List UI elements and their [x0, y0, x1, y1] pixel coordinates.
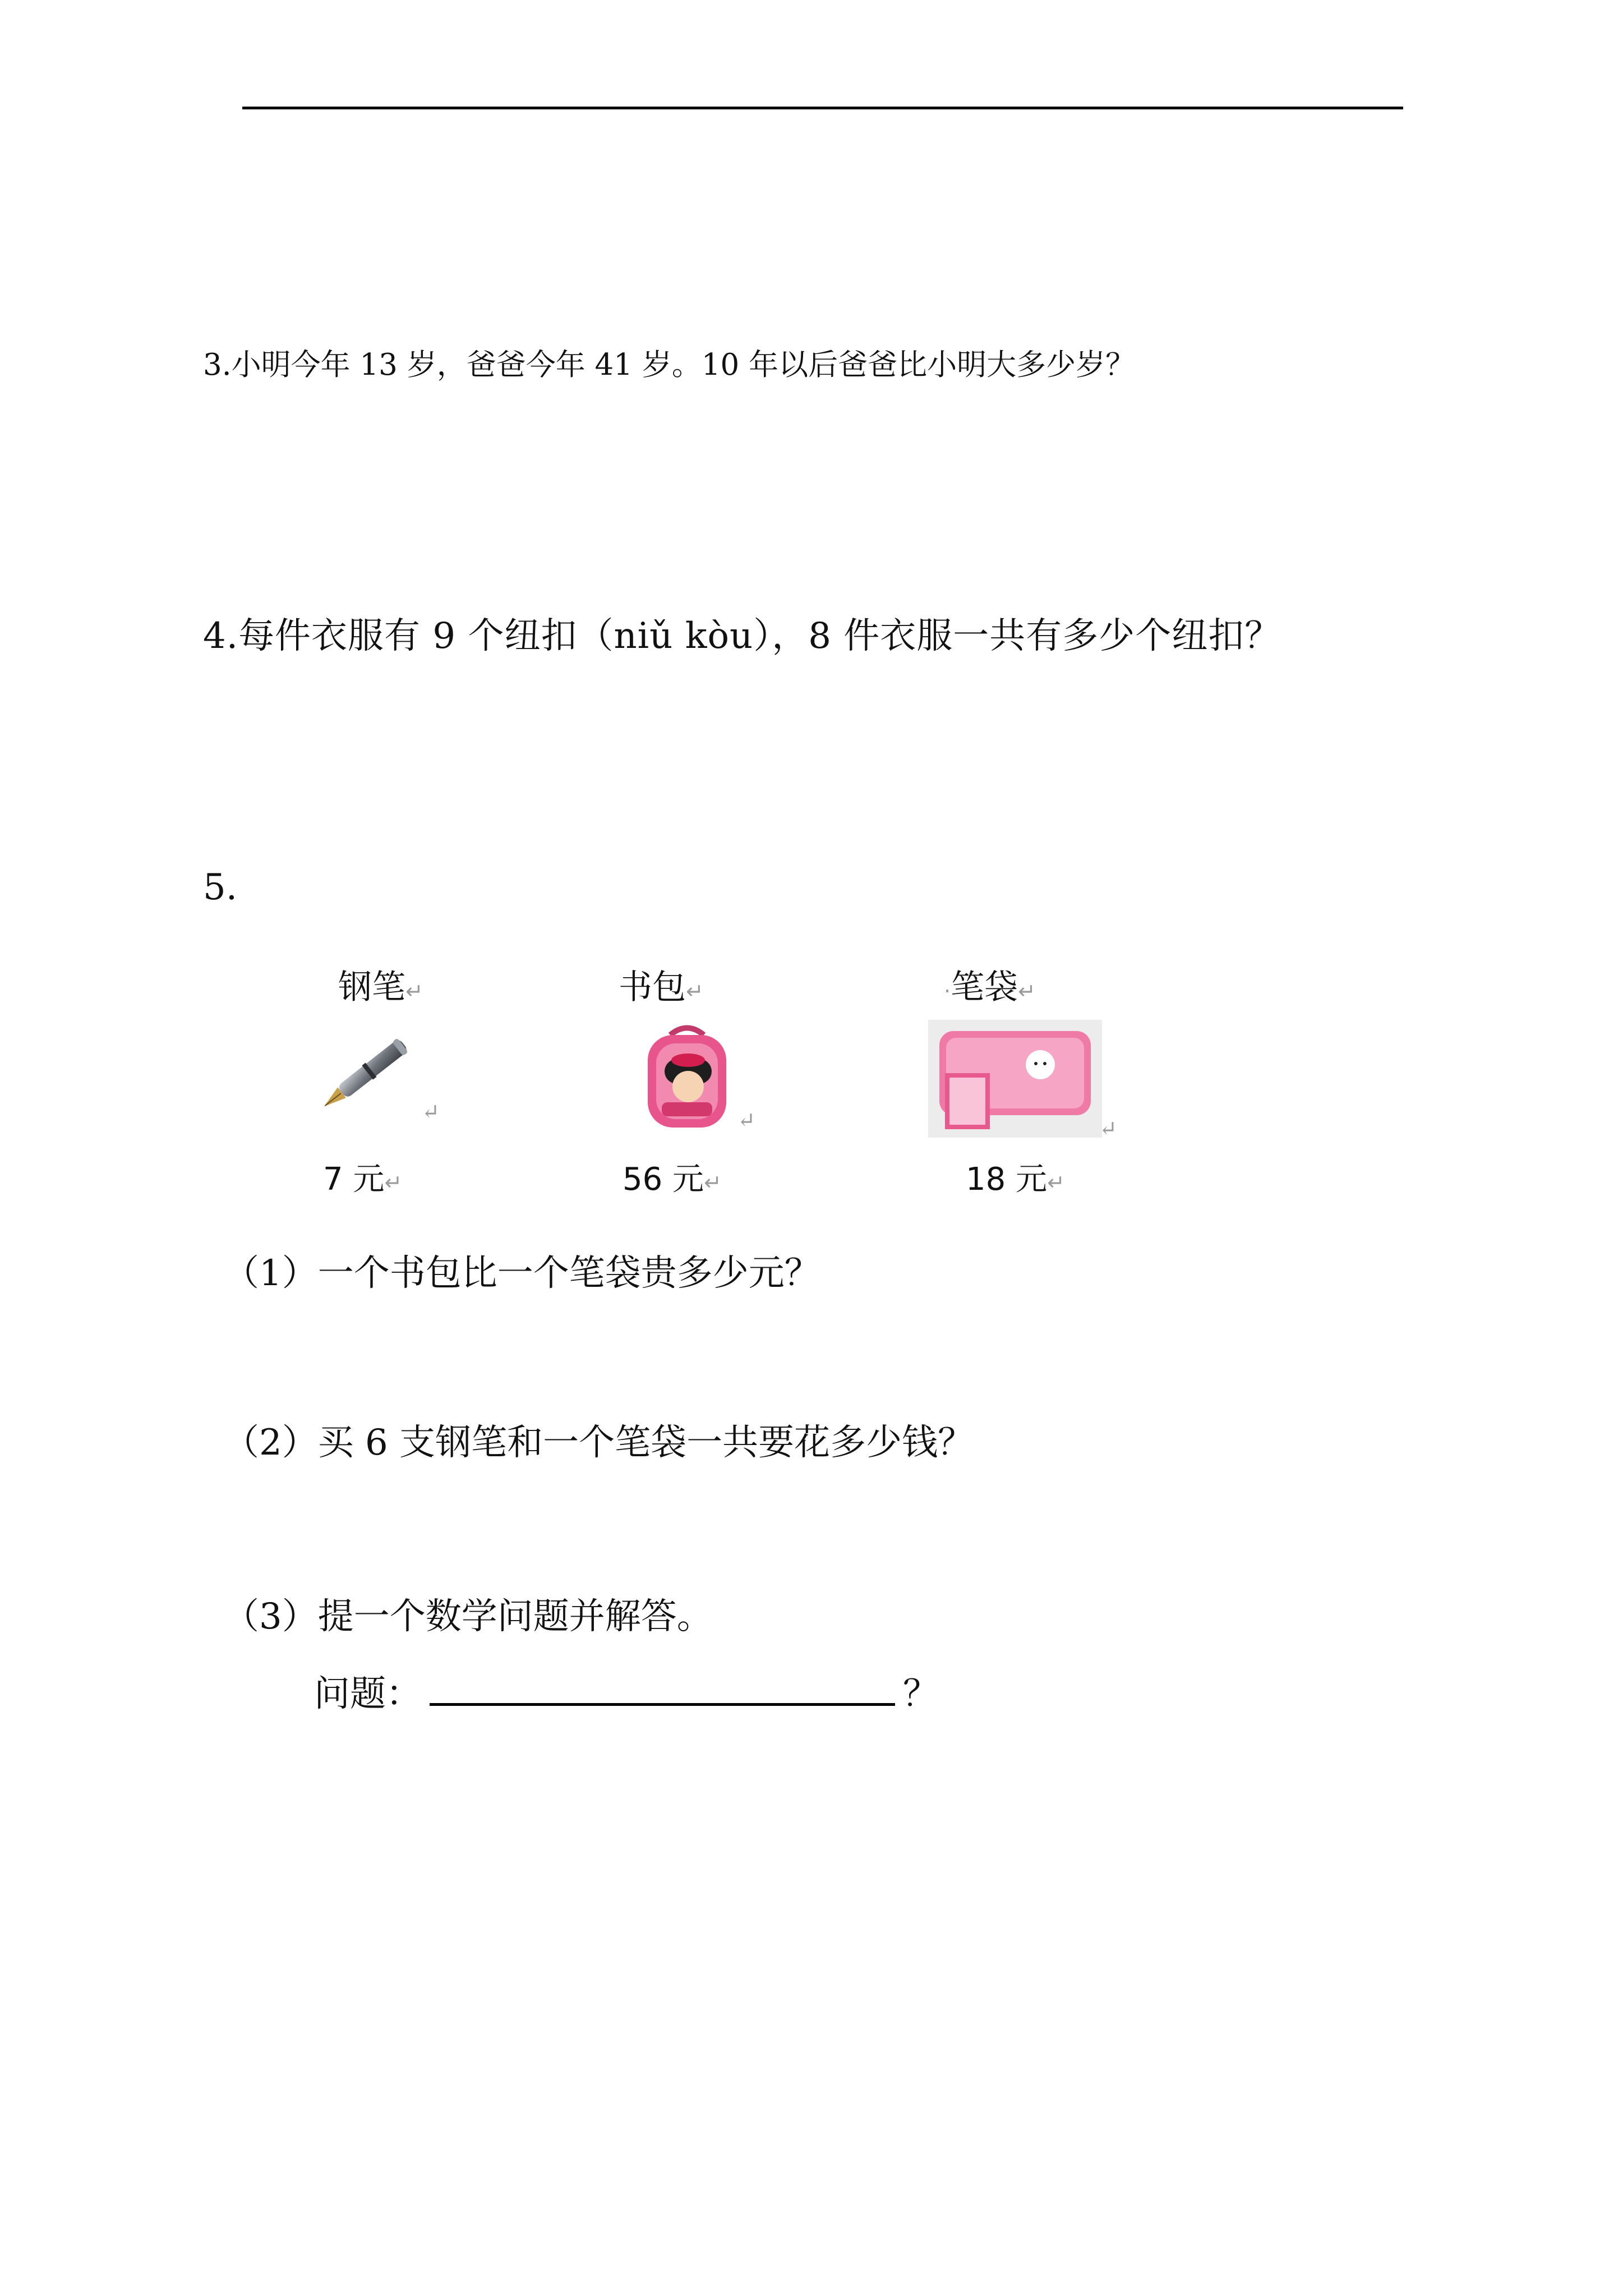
header-rule — [242, 107, 1403, 109]
backpack-icon — [631, 1018, 743, 1133]
item-name-pencil-case: ·笔袋↵ — [944, 968, 1036, 1007]
sub-question-3: （3）提一个数学问题并解答。 — [223, 1596, 713, 1637]
item-price-pen: 7 元↵ — [323, 1161, 403, 1198]
question-4: 4.每件衣服有 9 个纽扣（niǔ kòu），8 件衣服一共有多少个纽扣？ — [203, 615, 1281, 657]
fountain-pen-icon — [303, 1027, 421, 1128]
problem-label: 问题： — [314, 1673, 422, 1715]
item-name-backpack: 书包↵ — [619, 968, 704, 1007]
return-mark: ↵ — [737, 1108, 755, 1133]
sub-question-2: （2）买 6 支钢笔和一个笔袋一共要花多少钱？ — [223, 1422, 974, 1464]
return-mark: ↵ — [422, 1099, 440, 1124]
question-5-number: 5. — [203, 867, 238, 908]
item-price-backpack: 56 元↵ — [623, 1161, 722, 1198]
item-price-pencil-case: 18 元↵ — [966, 1161, 1065, 1198]
problem-line — [314, 1665, 939, 1717]
sub-question-1: （1）一个书包比一个笔袋贵多少元？ — [223, 1253, 820, 1294]
question-3: 3.小明今年 13 岁，爸爸今年 41 岁。10 年以后爸爸比小明大多少岁？ — [203, 348, 1136, 382]
return-mark: ↵ — [1099, 1116, 1117, 1141]
answer-blank[interactable] — [430, 1669, 895, 1706]
problem-end: ？ — [903, 1673, 939, 1715]
item-name-pen: 钢笔↵ — [338, 968, 423, 1007]
pencil-case-icon — [928, 1020, 1102, 1138]
